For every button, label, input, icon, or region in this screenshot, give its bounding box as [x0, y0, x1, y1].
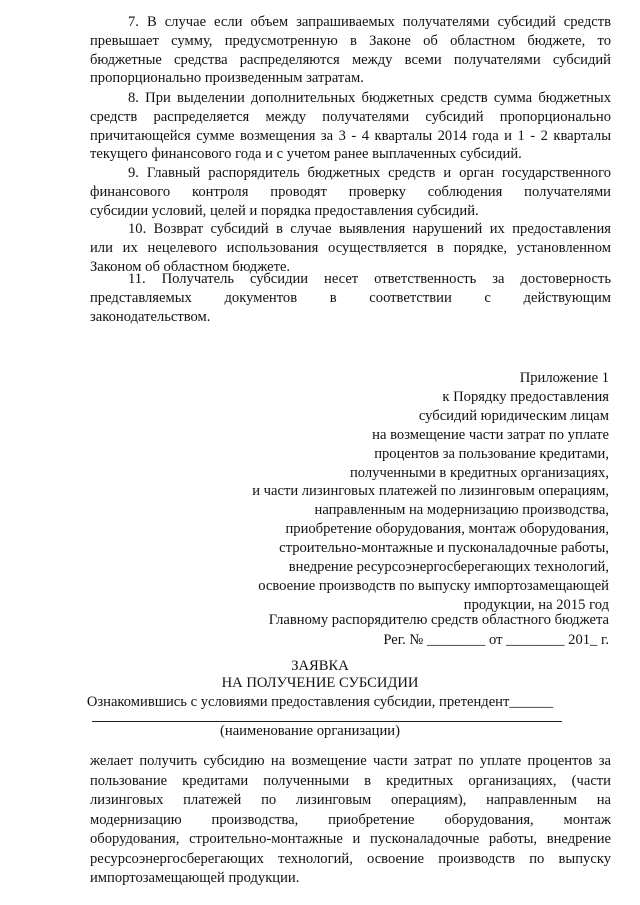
paragraph-8 [90, 89, 611, 164]
paragraph-line: субсидии условий, целей и порядка предоставления субсидий. [90, 202, 479, 219]
paragraph-10 [90, 220, 611, 276]
addressee: Главному распорядителю средств областного бюджета [268, 612, 609, 628]
body-line: лизинговых платежей по лизинговым операциям), направленным на [90, 792, 611, 808]
paragraph-line: Законом об областном бюджете. [90, 258, 291, 275]
paragraph-line: причитающейся сумме возмещения за 3 - 4 кварталы 2014 года и 1 - 2 кварталы [90, 127, 611, 144]
appendix-line: субсидий юридическим лицам [418, 407, 609, 424]
body-line: желает получить субсидию на возмещение части затрат по уплате процентов за [90, 753, 611, 769]
appendix-line: приобретение оборудования, монтаж оборудования, [285, 521, 609, 538]
appendix-header [209, 369, 609, 615]
body-line: ресурсоэнергосберегающих технологий, освоение производств по выпуску [90, 850, 611, 867]
paragraph-line: или их нецелевого использования осуществляется в порядке, установленном [90, 239, 611, 256]
appendix-line: полученными в кредитных организациях, [349, 464, 609, 481]
body-line: модернизацию производства, приобретение оборудования, монтаж [90, 811, 611, 828]
appendix-line: к Порядку предоставления [442, 388, 609, 405]
paragraph-7 [90, 13, 611, 88]
paragraph-line: 11. Получатель субсидии несет ответственность за достоверность [128, 271, 611, 287]
intro-line: Ознакомившись с условиями предоставления субсидии, претендент______ [86, 694, 554, 710]
paragraph-line: 9. Главный распорядитель бюджетных средств и орган государственного [128, 165, 611, 181]
paragraph-line: 8. При выделении дополнительных бюджетных средств сумма бюджетных [128, 90, 611, 106]
paragraph-line: средств распределяется между получателями субсидий пропорционально [90, 108, 611, 125]
appendix-line: внедрение ресурсоэнергосберегающих технологий, [288, 559, 609, 576]
paragraph-9 [90, 164, 611, 220]
paragraph-line: 10. Возврат субсидий в случае выявления нарушений их предоставления [128, 221, 611, 237]
paragraph-line: представляемых документов в соответствии с действующим [90, 289, 611, 306]
registration-line: Рег. № ________ от ________ 201_ г. [383, 632, 609, 648]
appendix-line: Приложение 1 [519, 370, 609, 386]
organization-caption: (наименование организации) [220, 723, 400, 739]
form-title: ЗАЯВКА [291, 658, 349, 674]
appendix-line: направленным на модернизацию производства, [314, 502, 609, 519]
appendix-line: на возмещение части затрат по уплате [372, 426, 609, 443]
body-line: импортозамещающей продукции. [90, 870, 300, 886]
paragraph-line: 7. В случае если объем запрашиваемых получателями субсидий средств [128, 14, 611, 30]
paragraph-11 [90, 270, 611, 326]
paragraph-line: бюджетные средства распределяются между всеми получателями субсидий [90, 51, 611, 68]
application-body [90, 752, 611, 889]
paragraph-line: финансового контроля проводят проверку соблюдения получателями [90, 183, 611, 200]
body-line: пользование кредитами полученными в кредитных организациях, (части [90, 772, 611, 789]
appendix-line: и части лизинговых платежей по лизинговым операциям, [252, 483, 609, 500]
paragraph-line: текущего финансового года и с учетом ранее выплаченных субсидий. [90, 146, 522, 163]
form-subtitle: НА ПОЛУЧЕНИЕ СУБСИДИИ [221, 675, 419, 691]
appendix-line: процентов за пользование кредитами, [374, 445, 609, 462]
paragraph-line: пропорционально произведенным затратам. [90, 70, 364, 87]
appendix-line: освоение производств по выпуску импортозамещающей [258, 577, 609, 594]
paragraph-line: законодательством. [90, 308, 211, 325]
appendix-line: продукции, на 2015 год [463, 596, 609, 613]
appendix-line: строительно-монтажные и пусконаладочные работы, [279, 540, 609, 557]
body-line: оборудования, строительно-монтажные и пусконаладочные работы, внедрение [90, 831, 611, 847]
paragraph-line: превышает сумму, предусмотренную в Законе об областном бюджете, то [90, 32, 611, 49]
